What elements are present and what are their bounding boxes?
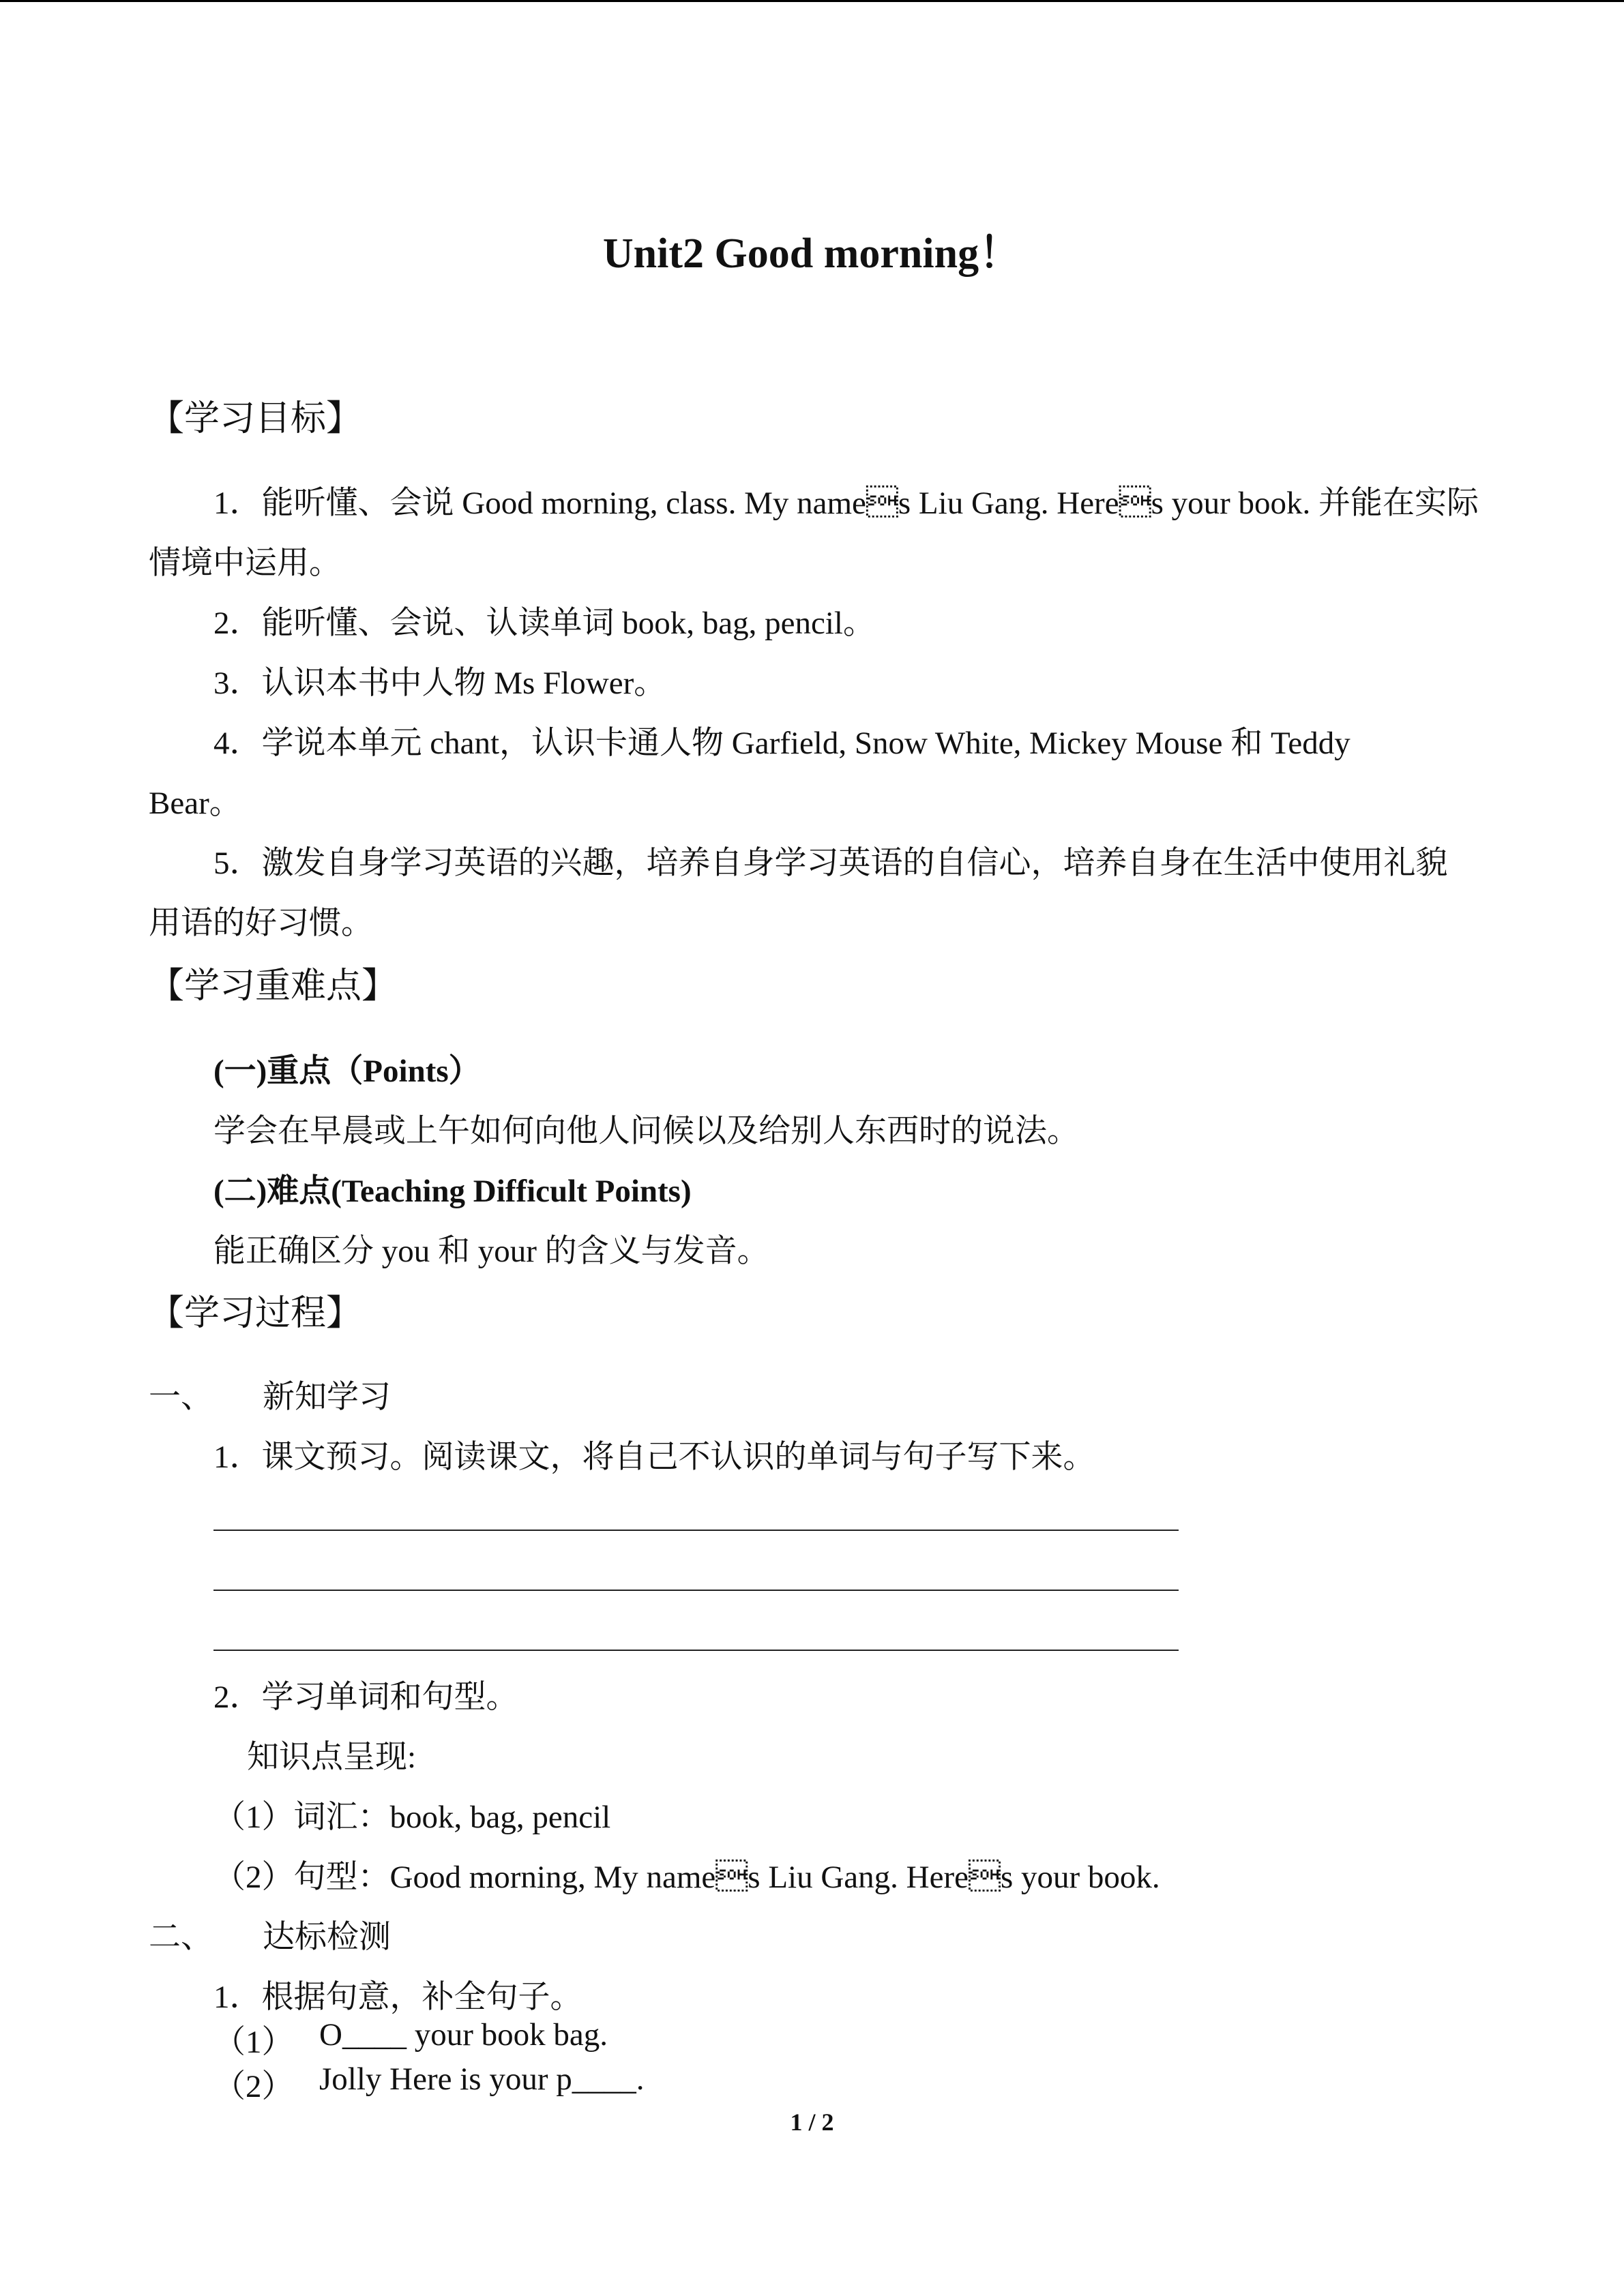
part1-item1: 1．课文预习。阅读课文，将自己不认识的单词与句子写下来。 [213, 1440, 1095, 1475]
objective-4-line1: 4．学说本单元 chant，认识卡通人物 Garfield, Snow White, Mickey Mouse 和 Teddy [213, 726, 1350, 761]
points-text: 学会在早晨或上午如何向他人问候以及给别人东西时的说法。 [213, 1114, 1079, 1149]
objective-2: 2．能听懂、会说、认读单词 book, bag, pencil。 [213, 606, 875, 641]
part1-number: 一、 [149, 1380, 213, 1415]
question-2-number: （2） [213, 2069, 294, 2104]
points-label: (一)重点（Points） [213, 1054, 481, 1089]
part2-item1: 1．根据句意，补全句子。 [213, 1980, 582, 2015]
knowledge-label: 知识点呈现: [247, 1740, 417, 1775]
objective-1-line1: 1．能听懂、会说 Good morning, class. My names Liu Gang. Heres your book. 并能在实际 [213, 486, 1479, 521]
section-heading-keypoints: 【学习重难点】 [149, 966, 398, 1007]
page-title: Unit2 Good morning！ [602, 230, 1022, 277]
vocab-line: （1）词汇：book, bag, pencil [213, 1800, 611, 1835]
answer-line-3 [213, 1650, 1179, 1651]
difficult-points-text: 能正确区分 you 和 your 的含义与发音。 [213, 1234, 769, 1269]
part1-item2: 2．学习单词和句型。 [213, 1680, 518, 1715]
page-number: 1 / 2 [790, 2108, 834, 2136]
sentence-line: （2）句型：Good morning, My names Liu Gang. Heres your book. [213, 1860, 1160, 1895]
section-heading-objectives: 【学习目标】 [149, 398, 362, 439]
objective-5-line1: 5．激发自身学习英语的兴趣，培养自身学习英语的自信心，培养自身在生活中使用礼貌 [213, 846, 1448, 881]
objective-4-line2: Bear。 [149, 786, 241, 821]
part2-title: 达标检测 [263, 1920, 391, 1955]
question-2-text: Jolly Here is your p____. [319, 2061, 645, 2097]
part1-title: 新知学习 [263, 1380, 391, 1415]
objective-3: 3．认识本书中人物 Ms Flower。 [213, 666, 666, 701]
answer-line-1 [213, 1530, 1179, 1531]
objective-5-line2: 用语的好习惯。 [149, 906, 373, 941]
answer-line-2 [213, 1590, 1179, 1591]
section-heading-process: 【学习过程】 [149, 1293, 362, 1334]
question-1-text: O____ your book bag. [319, 2017, 608, 2053]
difficult-points-label: (二)难点(Teaching Difficult Points) [213, 1174, 692, 1209]
question-1-number: （1） [213, 2025, 294, 2060]
objective-1-line2: 情境中运用。 [149, 546, 341, 581]
part2-number: 二、 [149, 1920, 213, 1955]
